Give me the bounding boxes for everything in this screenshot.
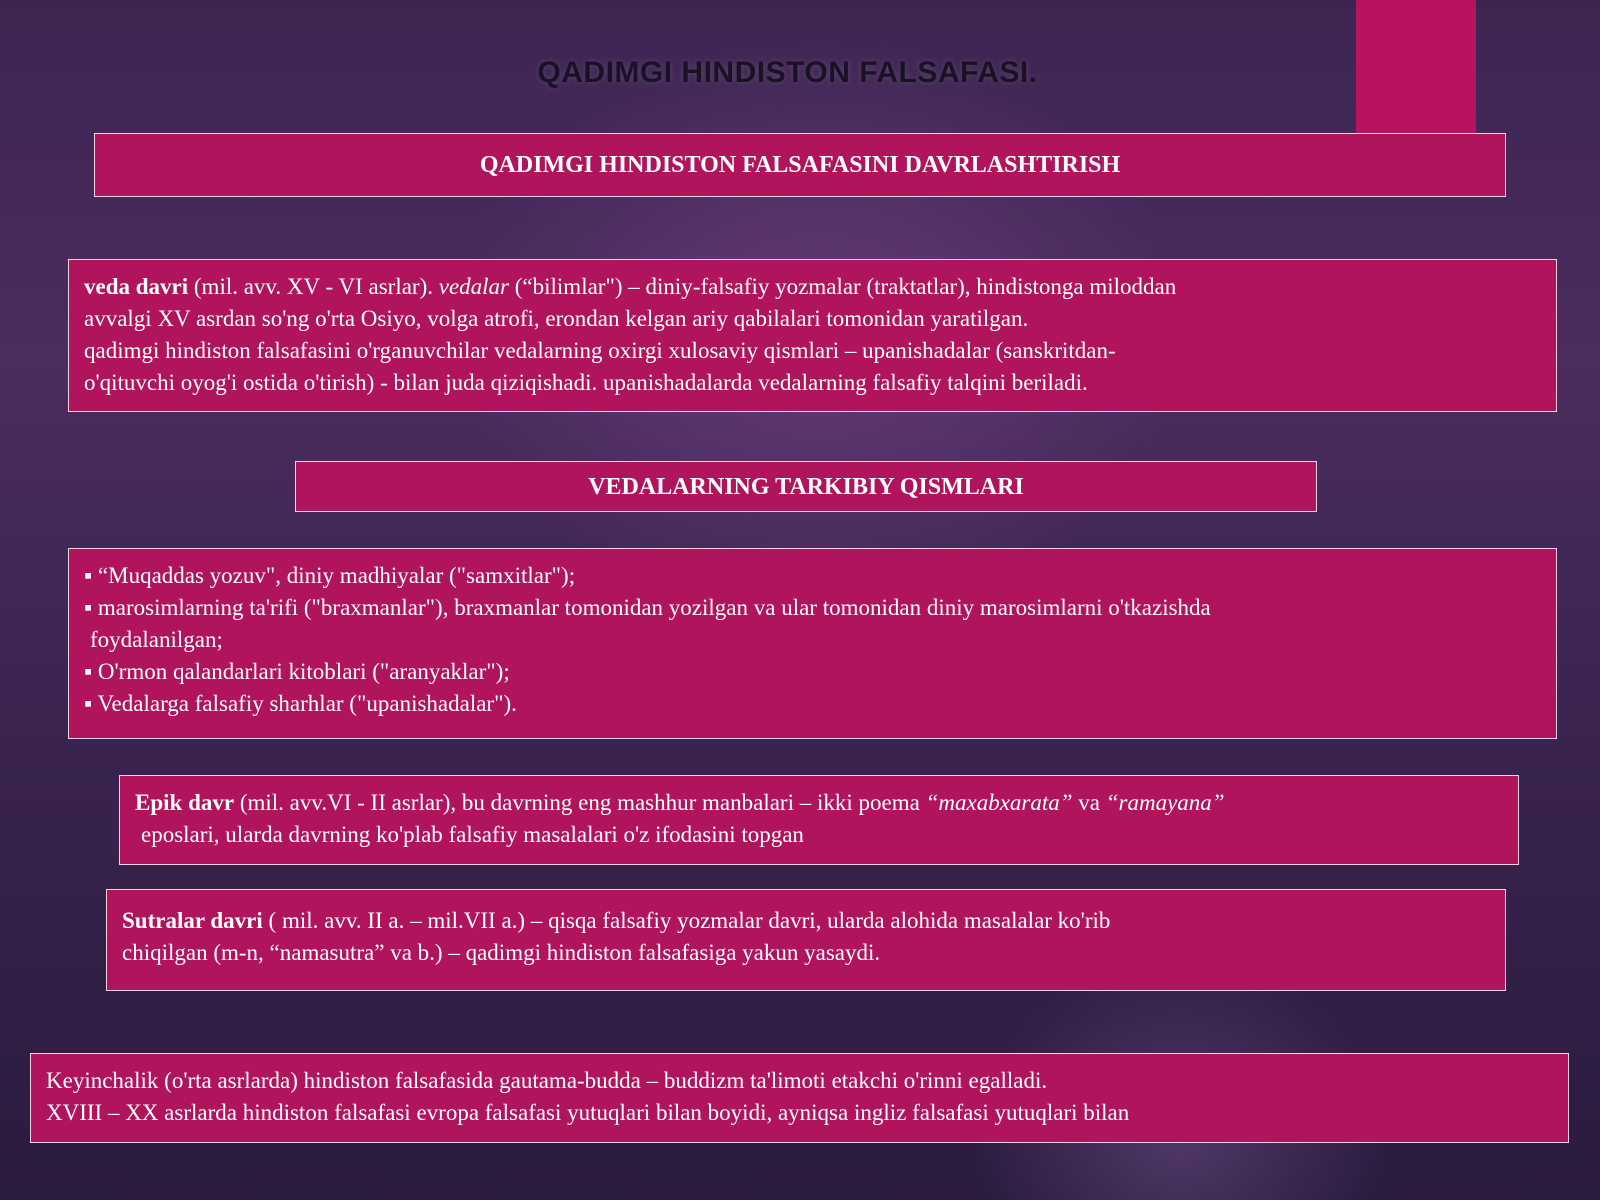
epic-line-1 [135, 787, 1503, 819]
component-item-braxmanlar: ▪ marosimlarning ta'rifi ("braxmanlar"), braxmanlar tomonidan yozilgan va ular tomonidan diniy marosimlarni o'tkazishda [84, 595, 1211, 620]
sutra-line-1 [122, 905, 1490, 937]
veda-line-1 [84, 271, 1541, 303]
veda-line-1-rest: (“bilimlar") – diniy-falsafiy yozmalar (traktatlar), hindistonga miloddan [509, 274, 1177, 299]
veda-line-3: qadimgi hindiston falsafasini o'rganuvchilar vedalarning oxirgi xulosaviy qismlari – upanishadalar (sanskritdan- [84, 338, 1116, 363]
later-line-1: Keyinchalik (o'rta asrlarda) hindiston falsafasida gautama-budda – buddizm ta'limoti etakchi o'rinni egalladi. [46, 1068, 1048, 1093]
component-item-samxitlar: ▪ “Muqaddas yozuv", diniy madhiyalar ("samxitlar"); [84, 563, 576, 588]
sutra-term: Sutralar davri [122, 908, 263, 933]
periodization-header [94, 133, 1506, 197]
epic-va: va [1072, 790, 1106, 815]
epic-maxabxarata: “maxabxarata” [925, 790, 1073, 815]
veda-period-box [68, 259, 1557, 412]
component-item-upanishadalar: ▪ Vedalarga falsafiy sharhlar ("upanishadalar"). [84, 691, 517, 716]
components-box [68, 548, 1557, 739]
epic-term: Epik davr [135, 790, 235, 815]
component-item-aranyaklar: ▪ O'rmon qalandarlari kitoblari ("aranyaklar"); [84, 659, 510, 684]
sutra-period-box [106, 889, 1506, 991]
sutra-line-2: chiqilgan (m-n, “namasutra” va b.) – qadimgi hindiston falsafasiga yakun yasaydi. [122, 940, 881, 965]
components-header-text: VEDALARNING TARKIBIY QISMLARI [588, 473, 1024, 500]
sutra-line-1-text: ( mil. avv. II a. – mil.VII a.) – qisqa falsafiy yozmalar davri, ularda alohida masalalar ko'rib [262, 908, 1111, 933]
epic-period-box [119, 775, 1519, 865]
epic-line-2: eposlari, ularda davrning ko'plab falsafiy masalalari o'z ifodasini topgan [141, 822, 804, 847]
veda-vedalar: vedalar [438, 274, 510, 299]
veda-term: veda davri [84, 274, 189, 299]
slide-title: QADIMGI HINDISTON FALSAFASI. [537, 56, 1038, 89]
veda-line-2: avvalgi XV asrdan so'ng o'rta Osiyo, volga atrofi, erondan kelgan ariy qabilalari tomonidan yaratilgan. [84, 306, 1029, 331]
veda-dates: (mil. avv. XV - VI asrlar). [188, 274, 439, 299]
component-item-braxmanlar-cont: foydalanilgan; [90, 627, 223, 652]
veda-line-4: o'qituvchi oyog'i ostida o'tirish) - bilan juda qiziqishadi. upanishadalarda vedalarning falsafiy talqini beriladi. [84, 370, 1088, 395]
later-line-2: XVIII – XX asrlarda hindiston falsafasi evropa falsafasi yutuqlari bilan boyidi, ayniqsa ingliz falsafasi yutuqlari bilan [46, 1100, 1130, 1125]
components-header [295, 461, 1317, 512]
periodization-header-text: QADIMGI HINDISTON FALSAFASINI DAVRLASHTIRISH [479, 152, 1121, 178]
epic-line-1-text: (mil. avv.VI - II asrlar), bu davrning eng mashhur manbalari – ikki poema [234, 790, 926, 815]
epic-ramayana: “ramayana” [1105, 790, 1225, 815]
later-period-box [30, 1053, 1569, 1143]
